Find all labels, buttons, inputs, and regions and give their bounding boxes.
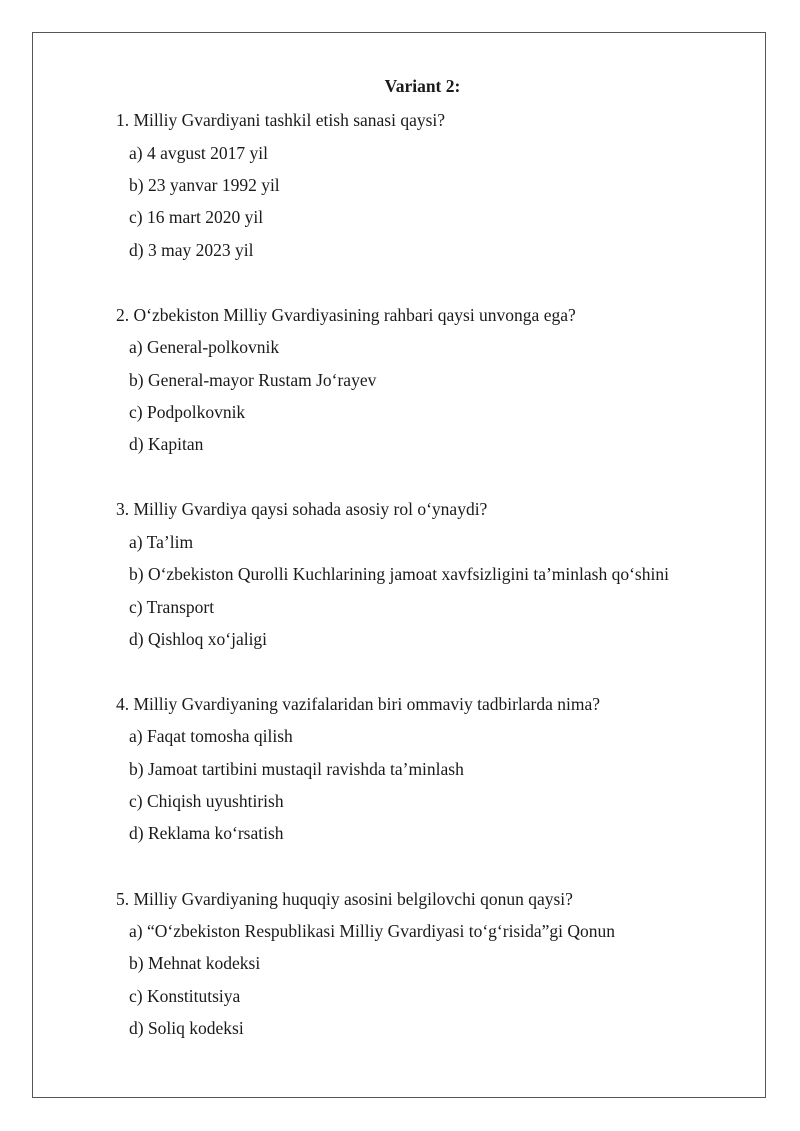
question-1-option-b: b) 23 yanvar 1992 yil — [129, 175, 280, 195]
question-5-option-a: a) “O‘zbekiston Respublikasi Milliy Gvardiyasi to‘g‘risida”gi Qonun — [129, 921, 616, 941]
question-2-option-c: c) Podpolkovnik — [129, 402, 246, 422]
question-3-option-c: c) Transport — [129, 597, 215, 617]
question-4-option-c: c) Chiqish uyushtirish — [129, 791, 284, 811]
question-5-option-c: c) Konstitutsiya — [129, 986, 241, 1006]
question-1-option-d: d) 3 may 2023 yil — [129, 240, 254, 260]
question-4-option-b: b) Jamoat tartibini mustaqil ravishda ta’minlash — [129, 759, 464, 779]
question-1: 1. Milliy Gvardiyani tashkil etish sanasi qaysi? — [116, 110, 446, 130]
question-5: 5. Milliy Gvardiyaning huquqiy asosini belgilovchi qonun qaysi? — [116, 889, 573, 909]
question-4: 4. Milliy Gvardiyaning vazifalaridan biri ommaviy tadbirlarda nima? — [116, 694, 601, 714]
question-5-option-d: d) Soliq kodeksi — [129, 1018, 244, 1038]
question-2-option-d: d) Kapitan — [129, 434, 204, 454]
question-2-option-b: b) General-mayor Rustam Jo‘rayev — [129, 370, 377, 390]
question-4-option-a: a) Faqat tomosha qilish — [129, 726, 293, 746]
question-4-option-d: d) Reklama ko‘rsatish — [129, 823, 284, 843]
question-5-option-b: b) Mehnat kodeksi — [129, 953, 261, 973]
question-2-option-a: a) General-polkovnik — [129, 337, 280, 357]
question-3: 3. Milliy Gvardiya qaysi sohada asosiy rol o‘ynaydi? — [116, 499, 488, 519]
question-1-option-a: a) 4 avgust 2017 yil — [129, 143, 269, 163]
question-3-option-b: b) O‘zbekiston Qurolli Kuchlarining jamoat xavfsizligini ta’minlash qo‘shini — [129, 564, 669, 584]
question-1-option-c: c) 16 mart 2020 yil — [129, 207, 264, 227]
question-3-option-d: d) Qishloq xo‘jaligi — [129, 629, 268, 649]
question-2: 2. O‘zbekiston Milliy Gvardiyasining rahbari qaysi unvonga ega? — [116, 305, 576, 325]
question-3-option-a: a) Ta’lim — [129, 532, 194, 552]
page-title: Variant 2: — [384, 76, 461, 96]
